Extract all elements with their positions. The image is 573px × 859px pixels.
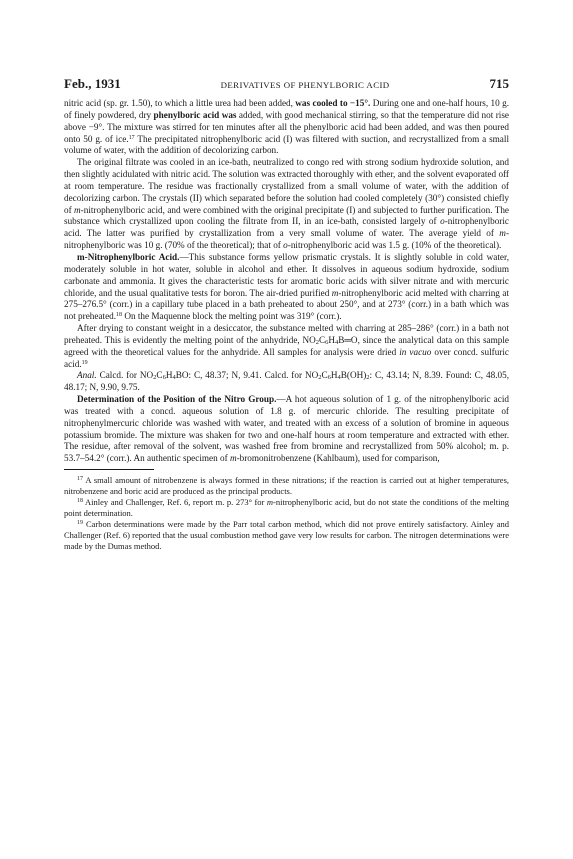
italic-span: m	[331, 287, 339, 298]
footnote-ref-18: 18	[116, 312, 123, 319]
bold-span: was cooled to −15°.	[295, 98, 371, 108]
section-heading: m-Nitrophenylboric Acid.	[77, 251, 180, 262]
text-span: -bromonitrobenzene (Kahlbaum), used for comparison,	[236, 453, 440, 464]
italic-span: o	[440, 216, 445, 227]
text-span: —This substance forms yellow prismatic crystals. It is slightly soluble in cold water, moderately soluble in hot water, soluble in alcohol and ether. It dissolves in aqueous sodium hydroxide, sodium carbonate and ammonia. It gives the characteristic tests for aromatic boric acids with silver nitrate and with mercuric chloride, and the usual qualitative tests for boron. The air-dried purified	[64, 251, 509, 298]
text-span: C	[321, 370, 328, 381]
text-span: over concd. sulfuric acid.	[64, 346, 509, 369]
text-span: —A hot aqueous solution of 1 g. of the nitrophenylboric acid was treated with a concd. aqueous solution of 1.8 g. of mercuric chloride. The resulting precipitate of nitrophenylmercuric chloride was washed with water, and treated with an excess of a solution of bromine in aqueous potassium bromide. The mixture was shaken for two and one-half hours at room temperature and extracted with ether. The residue, after removal of the solvent, was washed free from bromine and recrystallized from 50% alcohol; m. p. 53.7–54.2° (corr.). An authentic specimen of	[64, 394, 509, 464]
text-span: The precipitated nitrophenylboric acid (I) was filtered with suction, and recrystallized from a small volume of water, with the addition of decolorizing carbon.	[64, 133, 509, 156]
text-span: BO: C, 48.37; N, 9.41. Calcd. for NO	[175, 370, 319, 381]
running-header	[64, 76, 509, 92]
subscript: 2	[315, 338, 320, 346]
section-heading: Determination of the Position of the Nitro Group.	[77, 394, 277, 405]
footnote-17	[64, 475, 509, 497]
text-span: H	[165, 370, 173, 381]
footnote-number: 19	[77, 520, 83, 527]
text-span: C	[156, 370, 163, 381]
text-span: Calcd. for NO	[96, 370, 154, 381]
subscript: 6	[162, 374, 166, 382]
subscript: 2	[366, 374, 370, 382]
text-span: H	[328, 334, 336, 345]
text-span: -nitrophenylboric acid, and were combined with the original precipitate (I) and subjected to further purification. The substance which crystallized upon cooling the filtrate from II, in an ice-bath, consisted largely of	[64, 204, 509, 227]
text-span: -nitrophenylboric was 10 g. (70% of the theoretical); that of	[64, 228, 509, 251]
text-span: B═O, since the analytical data on this sample agreed with the theoretical values for the anhydride. All samples for analysis were dried	[64, 334, 509, 357]
article-body	[64, 98, 509, 552]
footnote-ref-19: 19	[81, 359, 88, 366]
paragraph-analysis	[64, 370, 509, 394]
text-span: C	[319, 334, 326, 345]
paragraph-anhydride	[64, 323, 509, 370]
italic-span: m	[266, 497, 274, 508]
text-span: -nitrophenylboric acid was 1.5 g. (10% of the theoretical).	[287, 240, 502, 251]
paragraph-nitration-procedure	[64, 98, 509, 157]
subscript: 4	[335, 338, 339, 346]
footnote-19	[64, 519, 509, 552]
text-span: : C, 43.14; N, 8.39. Found: C, 48.05, 48.17; N, 9.90, 9.75.	[64, 370, 509, 393]
text-span: -nitrophenylboric acid melted with charring at 275–276.5° (corr.) in a capillary tube placed in a bath preheated to about 250°, and at 273° (corr.) in a bath which was not preheated.	[64, 287, 509, 322]
italic-span: m	[499, 228, 506, 239]
footnote-text: Ainley and Challenger, Ref. 6, report m. p. 273° for	[83, 497, 267, 508]
subscript: 2	[153, 374, 157, 382]
subscript: 4	[172, 374, 176, 382]
subscript: 2	[318, 374, 322, 382]
paragraph-nitro-position	[64, 394, 509, 465]
page-number: 715	[489, 76, 509, 91]
italic-span: in vacuo	[399, 346, 432, 357]
footnote-number: 18	[77, 498, 83, 505]
italic-span: m	[229, 453, 237, 464]
footnote-divider	[64, 469, 154, 470]
footnote-text: A small amount of nitrobenzene is always formed in these nitrations; if the reaction is carried out at higher temperatures, nitrobenzene and boric acid are produced as the principal products.	[64, 475, 509, 497]
footnote-number: 17	[77, 476, 83, 483]
text-span: H	[330, 370, 338, 381]
footnote-text: Carbon determinations were made by the Parr total carbon method, which did not prove entirely satisfactory. Ainley and Challenger (Ref. 6) reported that the usual combustion method gave very low results for carbon. The nitrogen determinations were made by the Dumas method.	[64, 519, 509, 552]
header-date: Feb., 1931	[64, 76, 121, 91]
text-span: B(OH)	[340, 370, 367, 381]
text-span: On the Maquenne block the melting point was 319° (corr.).	[122, 311, 342, 322]
bold-span: phenylboric acid was	[153, 109, 237, 120]
italic-span: Anal.	[77, 370, 97, 381]
footnotes	[64, 475, 509, 552]
text-span: nitric acid (sp. gr. 1.50), to which a little urea had been added,	[64, 98, 296, 108]
text-span: added, with good mechanical stirring, so that the temperature did not rise above −9°. The mixture was stirred for ten minutes after all the phenylboric acid had been added, and was then poured onto 50 g. of ice.	[64, 109, 509, 144]
subscript: 4	[337, 374, 341, 382]
italic-span: m	[74, 204, 81, 215]
footnote-ref-17: 17	[128, 134, 135, 141]
text-span: During one and one-half hours, 10 g. of finely powdered, dry	[64, 98, 509, 120]
italic-span: o	[283, 240, 288, 251]
subscript: 6	[327, 374, 331, 382]
header-title: DERIVATIVES OF PHENYLBORIC ACID	[220, 80, 390, 90]
subscript: 6	[325, 338, 329, 346]
paragraph-filtrate	[64, 157, 509, 252]
text-span: The original filtrate was cooled in an ice-bath, neutralized to congo red with strong sodium hydroxide solution, and then slightly acidulated with nitric acid. The solution was extracted thoroughly with ether, and the solvent evaporated off at room temperature. The residue was fractionally crystallized from a small volume of water, with the addition of decolorizing carbon. The crystals (II) which separated before the solution had cooled completely (30°) consisted chiefly of	[64, 157, 509, 215]
text-span: After drying to constant weight in a desiccator, the substance melted with charring at 285–286° (corr.) in a bath not preheated. This is evidently the melting point of the anhydride, NO	[64, 323, 509, 345]
footnote-text: -nitrophenylboric acid, but do not state the conditions of the melting point determination.	[64, 497, 509, 519]
footnote-18	[64, 497, 509, 519]
text-span: -nitrophenylboric acid. The latter was purified by crystallization from a very small volume of water. The average yield of	[64, 216, 509, 239]
paragraph-m-nitrophenylboric-acid	[64, 252, 509, 323]
